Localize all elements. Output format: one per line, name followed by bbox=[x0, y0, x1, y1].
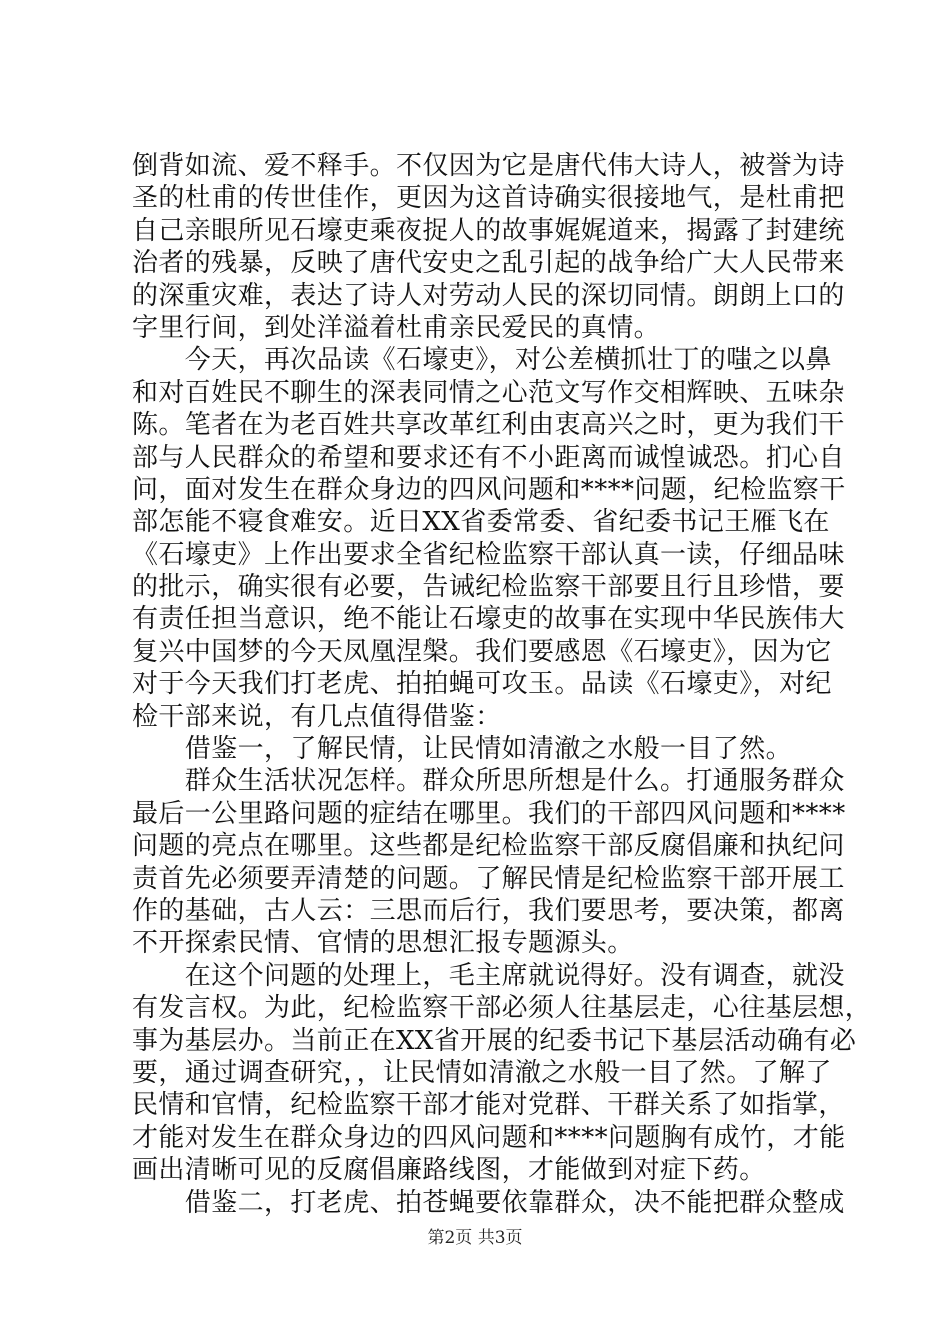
document-body bbox=[132, 150, 872, 1219]
text-line: 问，面对发生在群众身边的四风问题和****问题，纪检监察干 bbox=[132, 474, 846, 505]
text-line: 借鉴二，打老虎、拍苍蝇要依靠群众，决不能把群众整成 bbox=[132, 1187, 845, 1218]
text-line: 责首先必须要弄清楚的问题。了解民情是纪检监察干部开展工 bbox=[132, 863, 845, 894]
text-line: 民情和官情，纪检监察干部才能对党群、干群关系了如指掌， bbox=[132, 1090, 845, 1121]
text-line: 和对百姓民不聊生的深表同情之心范文写作交相辉映、五味杂 bbox=[132, 377, 845, 408]
text-line: 检干部来说，有几点值得借鉴： bbox=[132, 701, 502, 732]
text-line: 借鉴一，了解民情，让民情如清澈之水般一目了然。 bbox=[132, 734, 793, 765]
text-line: 要，通过调查研究，，让民情如清澈之水般一目了然。了解了 bbox=[132, 1057, 832, 1088]
text-line: 作的基础，古人云：三思而后行，我们要思考，要决策，都离 bbox=[132, 895, 845, 926]
text-line: 今天，再次品读《石壕吏》，对公差横抓壮丁的嗤之以鼻 bbox=[132, 345, 832, 376]
text-line: 倒背如流、爱不释手。不仅因为它是唐代伟大诗人，被誉为诗 bbox=[132, 151, 845, 181]
text-line: 问题的亮点在哪里。这些都是纪检监察干部反腐倡廉和执纪问 bbox=[132, 831, 845, 862]
text-line: 治者的残暴，反映了唐代安史之乱引起的战争给广大人民带来 bbox=[132, 248, 845, 279]
text-line: 在这个问题的处理上，毛主席就说得好。没有调查，就没 bbox=[132, 960, 845, 991]
text-line: 自己亲眼所见石壕吏乘夜捉人的故事娓娓道来，揭露了封建统 bbox=[132, 215, 845, 246]
text-line: 部怎能不寝食难安。近日XX省委常委、省纪委书记王雁飞在 bbox=[132, 507, 830, 538]
page-number: 第2页 共3页 bbox=[427, 1228, 523, 1248]
text-line: 最后一公里路问题的症结在哪里。我们的干部四风问题和**** bbox=[132, 798, 846, 829]
text-line: 对于今天我们打老虎、拍拍蝇可攻玉。品读《石壕吏》，对纪 bbox=[132, 669, 832, 700]
text-line: 的深重灾难，表达了诗人对劳动人民的深切同情。朗朗上口的 bbox=[132, 280, 845, 311]
text-line: 圣的杜甫的传世佳作，更因为这首诗确实很接地气，是杜甫把 bbox=[132, 183, 845, 214]
text-line: 陈。笔者在为老百姓共享改革红利由衷高兴之时，更为我们干 bbox=[132, 410, 845, 441]
page-footer bbox=[0, 1228, 950, 1248]
text-line: 才能对发生在群众身边的四风问题和****问题胸有成竹，才能 bbox=[132, 1122, 846, 1153]
text-line: 部与人民群众的希望和要求还有不小距离而诚惶诚恐。扪心自 bbox=[132, 442, 845, 473]
text-line: 的批示，确实很有必要，告诫纪检监察干部要且行且珍惜，要 bbox=[132, 572, 845, 603]
text-line: 字里行间，到处洋溢着杜甫亲民爱民的真情。 bbox=[132, 312, 661, 343]
text-line: 复兴中国梦的今天凤凰涅槃。我们要感恩《石壕吏》，因为它 bbox=[132, 636, 832, 667]
text-line: 群众生活状况怎样。群众所思所想是什么。打通服务群众 bbox=[132, 766, 845, 797]
text-line: 不开探索民情、官情的思想汇报专题源头。 bbox=[132, 928, 634, 959]
text-line: 有责任担当意识，绝不能让石壕吏的故事在实现中华民族伟大 bbox=[132, 604, 845, 635]
text-line: 事为基层办。当前正在XX省开展的纪委书记下基层活动确有必 bbox=[132, 1025, 857, 1056]
text-line: 画出清晰可见的反腐倡廉路线图，才能做到对症下药。 bbox=[132, 1155, 766, 1186]
text-line: 《石壕吏》上作出要求全省纪检监察干部认真一读，仔细品味 bbox=[132, 539, 845, 570]
text-line: 有发言权。为此，纪检监察干部必须人往基层走，心往基层想， bbox=[132, 993, 872, 1024]
